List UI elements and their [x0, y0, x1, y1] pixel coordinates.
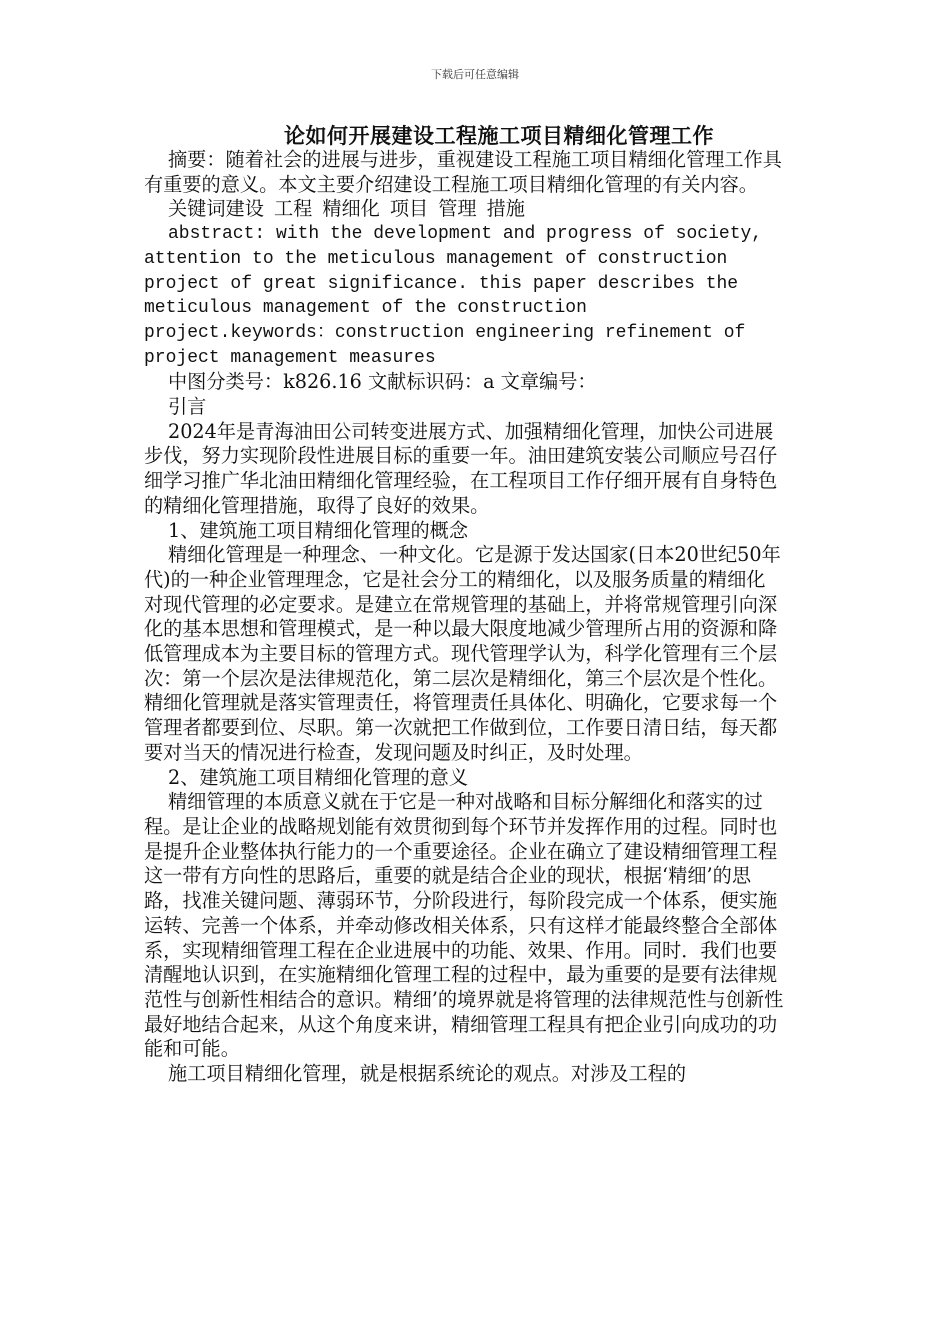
abstract-en-line: project of great significance. this paper describes the	[144, 273, 739, 294]
document-body	[144, 148, 784, 1087]
keywords-cn	[144, 197, 784, 222]
abstract-en-line: project.keywords：construction engineering refinement of	[144, 322, 746, 343]
page-header: 下载后可任意编辑	[431, 68, 519, 81]
abstract-cn: 摘要：随着社会的进展与进步，重视建设工程施工项目精细化管理工作具有重要的意义。本文主要介绍建设工程施工项目精细化管理的有关内容。	[144, 148, 782, 196]
keyword: 项目	[389, 197, 429, 221]
keyword: 措施	[486, 197, 525, 221]
section2-heading: 2、建筑施工项目精细化管理的意义	[168, 765, 469, 789]
section1-heading: 1、建筑施工项目精细化管理的概念	[168, 518, 469, 542]
document-title: 论如何开展建设工程施工项目精细化管理工作	[284, 124, 714, 148]
keyword: 工程	[273, 197, 313, 221]
keyword: 管理	[438, 197, 477, 221]
section2-paragraph: 精细管理的本质意义就在于它是一种对战略和目标分解细化和落实的过程。是让企业的战略规划能有效贯彻到每个环节并发挥作用的过程。同时也是提升企业整体执行能力的一个重要途径。企业在确立了建设精细管理工程这一带有方向性的思路后，重要的就是结合企业的现状，根据‘精细’的思路，找准关键问题、薄弱环节，分阶段进行，每阶段完成一个体系，便实施运转、完善一个体系，并牵动修改相关体系，只有这样才能最终整合全部体系，实现精细管理工程在企业进展中的功能、效果、作用。同时．我们也要清醒地认识到，在实施精细化管理工程的过程中，最为重要的是要有法律规范性与创新性相结合的意识。精细’的境界就是将管理的法律规范性与创新性最好地结合起来，从这个角度来讲，精细管理工程具有把企业引向成功的功能和可能。	[144, 790, 784, 1061]
intro-heading: 引言	[168, 395, 207, 419]
intro-paragraph: 2024年是青海油田公司转变进展方式、加强精细化管理，加快公司进展步伐，努力实现阶段性进展目标的重要一年。油田建筑安装公司顺应号召仔细学习推广华北油田精细化管理经验，在工程项目工作仔细开展有自身特色的精细化管理措施，取得了良好的效果。	[144, 419, 778, 517]
abstract-en	[144, 222, 784, 370]
classification-line: 中图分类号：k826.16 文献标识码：a 文章编号：	[168, 370, 597, 394]
section2-paragraph-2: 施工项目精细化管理，就是根据系统论的观点。对涉及工程的	[168, 1062, 687, 1086]
abstract-en-line: meticulous management of the construction	[144, 298, 587, 319]
keyword: 关键词建设	[168, 197, 264, 221]
section1-paragraph: 精细化管理是一种理念、一种文化。它是源于发达国家(日本20世纪50年代)的一种企业管理理念，它是社会分工的精细化，以及服务质量的精细化对现代管理的必定要求。是建立在常规管理的基础上，并将常规管理引向深化的基本思想和管理模式，是一种以最大限度地减少管理所占用的资源和降低管理成本为主要目标的管理方式。现代管理学认为，科学化管理有三个层次：第一个层次是法律规范化，第二层次是精细化，第三个层次是个性化。精细化管理就是落实管理责任，将管理责任具体化、明确化，它要求每一个管理者都要到位、尽职。第一次就把工作做到位，工作要日清日结，每天都要对当天的情况进行检查，发现问题及时纠正，及时处理。	[144, 543, 781, 764]
abstract-en-line: attention to the meticulous management of construction	[144, 248, 728, 269]
abstract-en-line: project management measures	[144, 347, 436, 368]
abstract-en-line: abstract: with the development and progress of society,	[168, 224, 763, 245]
keyword: 精细化	[322, 197, 380, 221]
